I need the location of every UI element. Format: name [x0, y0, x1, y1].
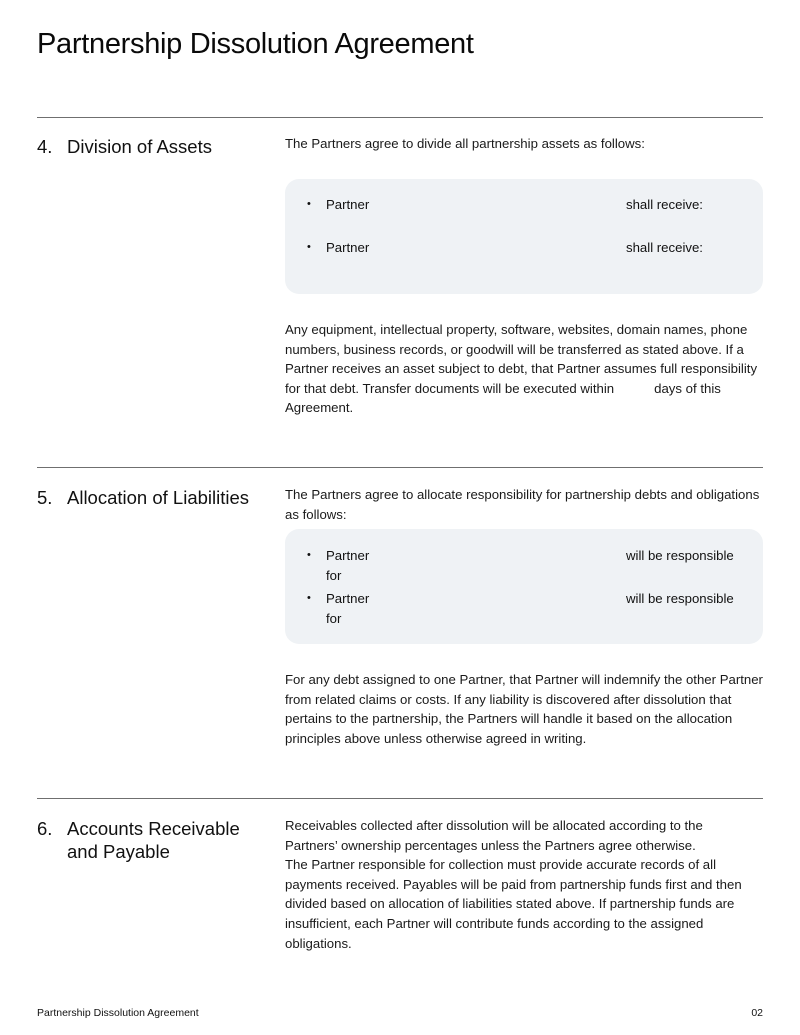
section-divider — [37, 798, 763, 799]
footer-title: Partnership Dissolution Agreement — [37, 1007, 199, 1019]
bullet-icon: • — [307, 241, 311, 253]
asset-transfer-paragraph: Any equipment, intellectual property, software, websites, domain names, phone numbers, business records, or goodwill will be transferred as stated above. If a Partner receives an asset subject to debt, that Partner assumes full responsibility for that debt. Transfer documents will be executed within days of this Agreement. — [285, 322, 758, 416]
bullet-icon: • — [307, 198, 311, 210]
page-number: 02 — [751, 1007, 763, 1019]
partner-label: Partner — [326, 197, 370, 212]
section-number: 5. — [37, 487, 53, 508]
receive-label: shall receive: — [626, 240, 703, 255]
section-heading-accounts-receivable-payable — [37, 817, 267, 863]
partner-label: Partner — [326, 591, 370, 606]
section-title: Allocation of Liabilities — [67, 487, 250, 508]
section-heading-allocation-of-liabilities — [37, 486, 267, 509]
section-number: 4. — [37, 136, 53, 157]
liability-allocation-box — [285, 529, 763, 644]
indemnity-paragraph: For any debt assigned to one Partner, that Partner will indemnify the other Partner from related claims or costs. If any liability is discovered after dissolution that pertains to the partnership, the Partners will handle it based on the allocation principles above unless otherwise agreed in writing. — [285, 672, 763, 746]
section-divider — [37, 117, 763, 118]
bullet-icon: • — [307, 592, 311, 604]
receive-label: shall receive: — [626, 197, 703, 212]
section-divider — [37, 467, 763, 468]
page-title: Partnership Dissolution Agreement — [37, 28, 474, 60]
responsible-label: will be responsible — [626, 548, 734, 563]
for-label: for — [326, 610, 342, 626]
responsible-label: will be responsible — [626, 591, 734, 606]
receivables-paragraph: Receivables collected after dissolution will be allocated according to the Partners’ ownership percentages unless the Partners agree otherwise. The Partner responsible for collection must provide accurate records of all payments received. Payables will be paid from partnership funds first and then divided based on allocation of liabilities stated above. If partnership funds are insufficient, each Partner will contribute funds according to the assigned obligations. — [285, 818, 742, 951]
section-heading-division-of-assets — [37, 135, 267, 158]
section-number: 6. — [37, 818, 53, 839]
partner-label: Partner — [326, 240, 370, 255]
bullet-icon: • — [307, 549, 311, 561]
asset-allocation-box — [285, 179, 763, 294]
section-intro: The Partners agree to divide all partnership assets as follows: — [285, 136, 645, 151]
partner-label: Partner — [326, 548, 370, 563]
for-label: for — [326, 567, 342, 583]
section-intro: The Partners agree to allocate responsibility for partnership debts and obligations as follows: — [285, 487, 760, 522]
section-title: Accounts Receivable and Payable — [67, 818, 240, 862]
section-title: Division of Assets — [67, 136, 212, 157]
